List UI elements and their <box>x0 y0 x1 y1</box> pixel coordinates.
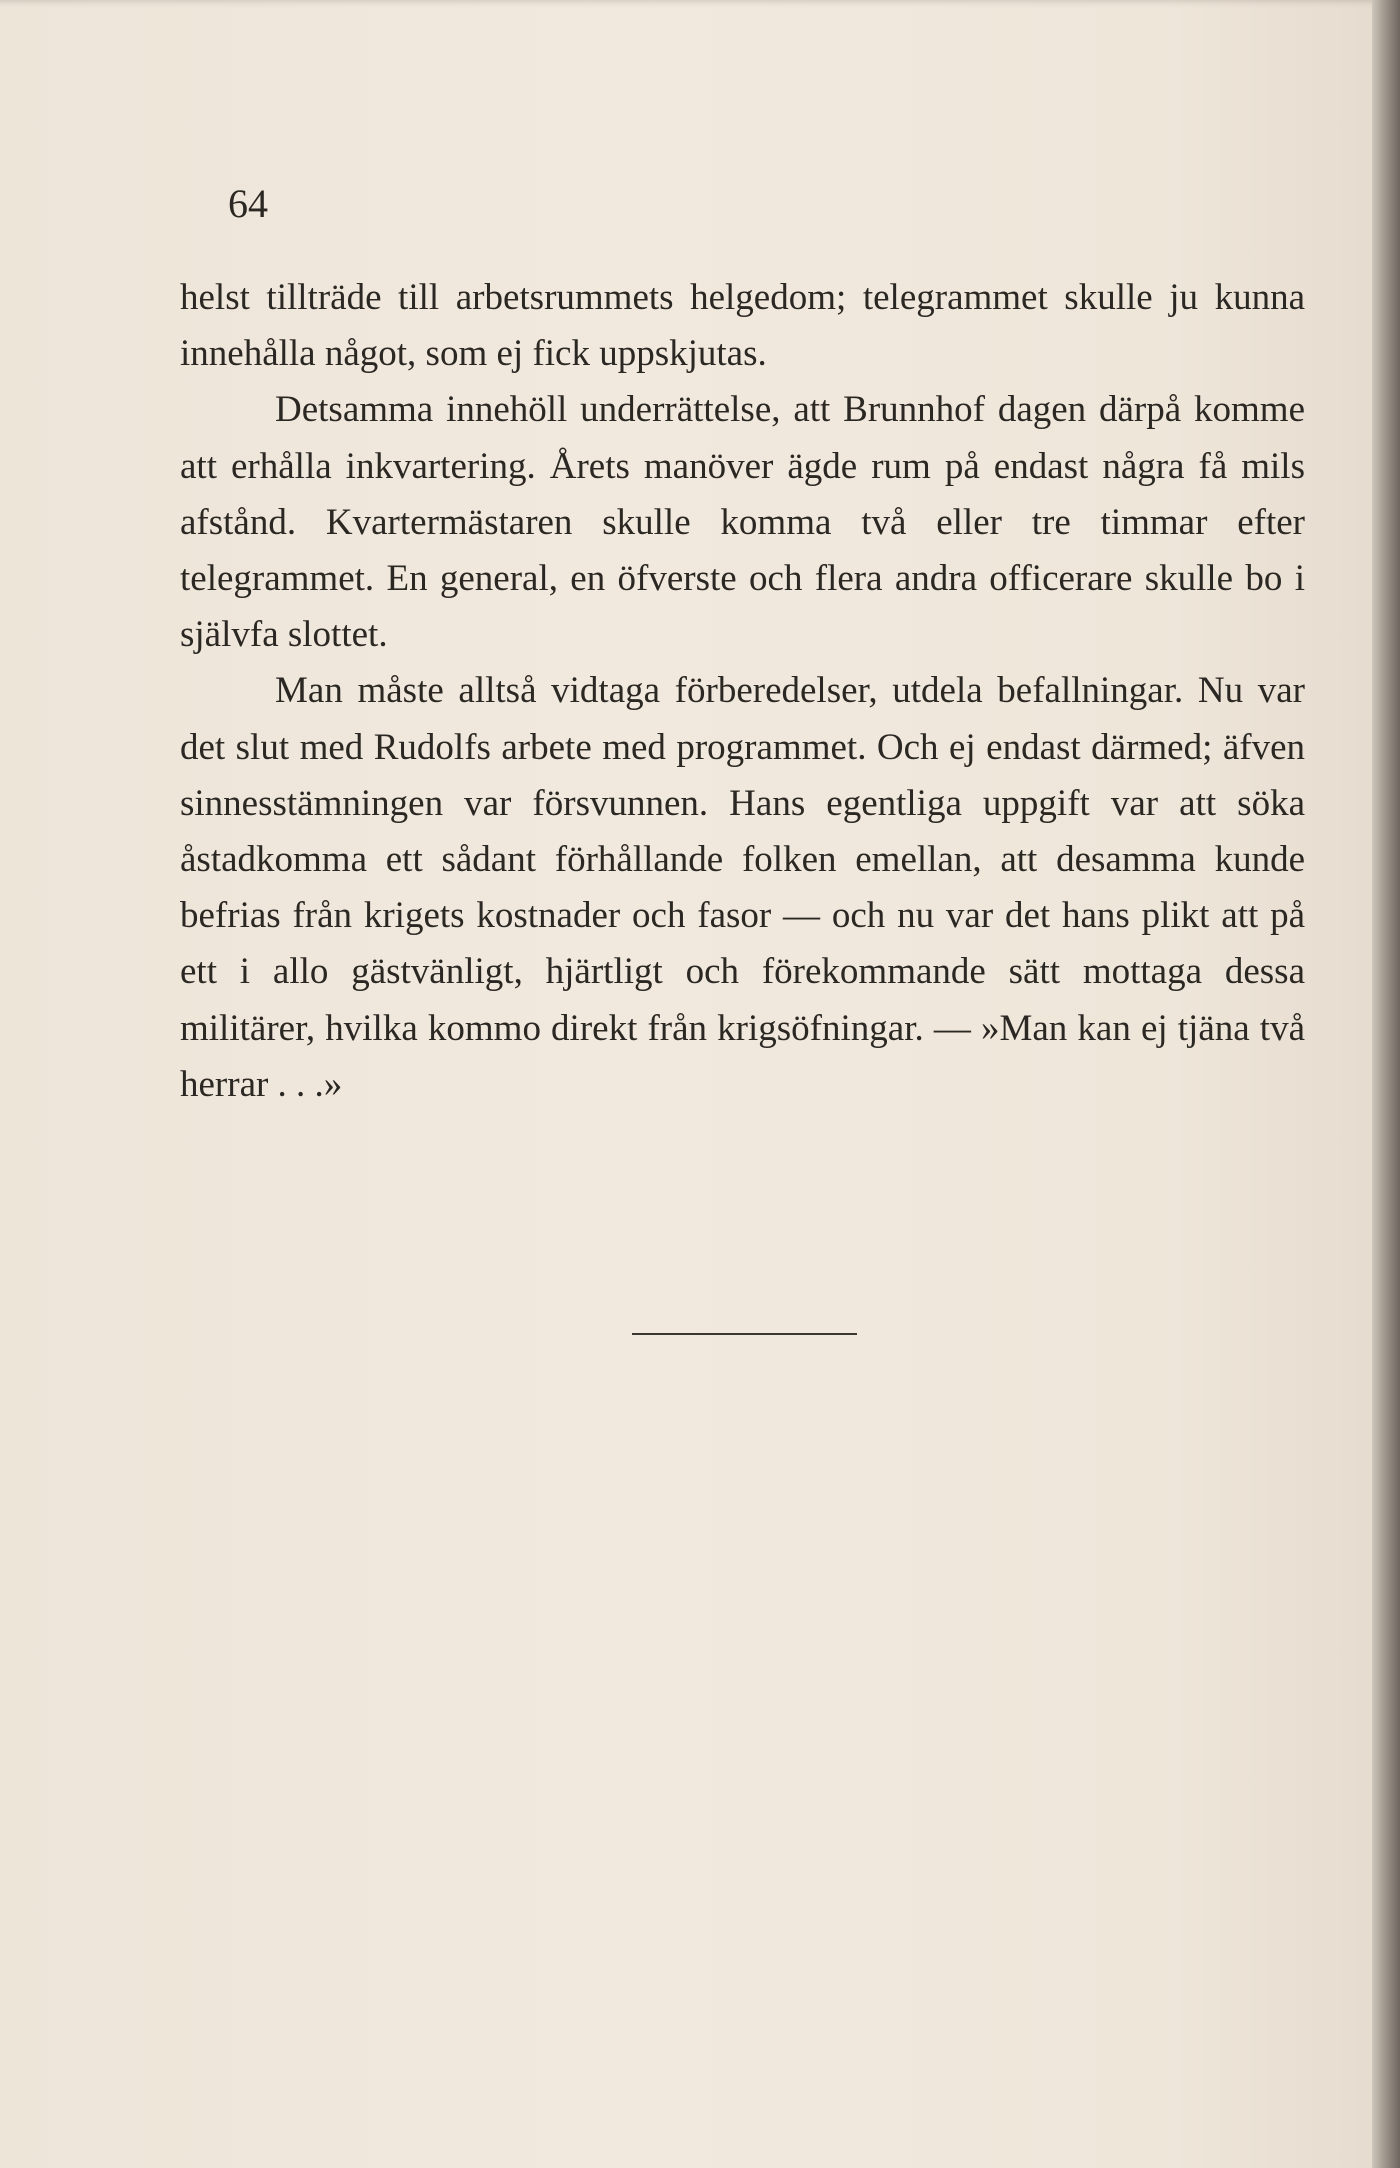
body-text <box>180 270 1305 1113</box>
paragraph-1: helst tillträde till arbetsrummets helgedom; telegrammet skulle ju kunna innehålla något, som ej fick uppskjutas. <box>180 277 1305 375</box>
paragraph-2: Detsamma innehöll underrättelse, att Brunnhof dagen därpå komme att erhålla inkvartering. Årets manöver ägde rum på endast några få mils afstånd. Kvartermästaren skulle komma två eller tre timmar efter telegrammet. En general, en öfverste och flera andra officerare skulle bo i självfa slottet. <box>180 389 1305 656</box>
paragraph-3: Man måste alltså vidtaga förberedelser, utdela befallningar. Nu var det slut med Rudolfs arbete med programmet. Och ej endast därmed; äfven sinnesstämningen var försvunnen. Hans egentliga uppgift var att söka åstadkomma ett sådant förhållande folken emellan, att desamma kunde befrias från krigets kostnader och fasor — och nu var det hans plikt att på ett i allo gästvänligt, hjärtligt och förekommande sätt mottaga dessa militärer, hvilka kommo direkt från krigsöfningar. — »Man kan ej tjäna två herrar . . .» <box>180 670 1305 1105</box>
page-number: 64 <box>228 181 268 226</box>
page-edge-shadow <box>1372 0 1400 2168</box>
section-divider-rule <box>632 1333 857 1335</box>
